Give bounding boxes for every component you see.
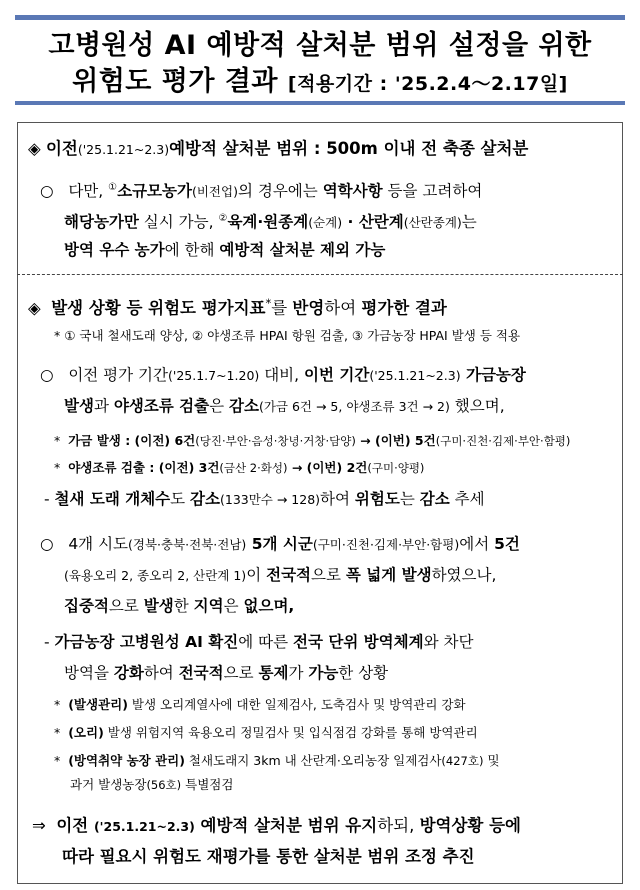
conclusion-line1: ⇒ 이전 ('25.1.21~2.3) 예방적 살처분 범위 유지하되, 방역상황 등에 bbox=[32, 816, 521, 835]
section1-heading: ◈ 이전('25.1.21~2.3)예방적 살처분 범위 : 500m 이내 전 축종 살처분 bbox=[28, 139, 529, 158]
dash-item-quarantine-line1: - 가금농장 고병원성 AI 확진에 따른 전국 단위 방역체계와 차단 bbox=[44, 633, 474, 651]
circle-bullet-icon: ○ bbox=[40, 366, 54, 384]
section2-item2-line2: (육용오리 2, 종오리 2, 산란계 1)이 전국적으로 폭 넓게 발생하였으나, bbox=[64, 566, 497, 584]
dash-item-migratory: - 철새 도래 개체수도 감소(133만수 → 128)하여 위험도는 감소 추세 bbox=[44, 490, 485, 508]
section1-item1-line2: 해당농가만 실시 가능, ②육계·원종계(순계) · 산란계(산란종계)는 bbox=[64, 213, 477, 232]
title-bottom-bar bbox=[15, 101, 625, 105]
title-line-1: 고병원성 AI 예방적 살처분 범위 설정을 위한 bbox=[48, 30, 592, 61]
page-title bbox=[15, 28, 625, 102]
section2-heading: ◈ 발생 상황 등 위험도 평가지표*를 반영하여 평가한 결과 bbox=[28, 296, 447, 318]
title-top-bar bbox=[15, 15, 625, 20]
section2-footnote: * ① 국내 철새도래 양상, ② 야생조류 HPAI 항원 검출, ③ 가금농장 HPAI 발생 등 적용 bbox=[54, 328, 521, 343]
section2-item2-line3: 집중적으로 발생한 지역은 없으며, bbox=[64, 597, 295, 615]
diamond-bullet-icon: ◈ bbox=[28, 298, 41, 318]
diamond-bullet-icon: ◈ bbox=[28, 139, 41, 158]
measure-duck: * (오리) 발생 위험지역 육용오리 정밀검사 및 입식점검 강화를 통해 방역관리 bbox=[54, 725, 478, 740]
number-one-icon: ① bbox=[108, 182, 118, 193]
section2-item1-line1: ○ 이전 평가 기간('25.1.7~1.20) 대비, 이번 기간('25.1.21~2.3) 가금농장 bbox=[40, 366, 526, 384]
section2-item1-line2: 발생과 야생조류 검출은 감소(가금 6건 → 5, 야생조류 3건 → 2) 했으며, bbox=[64, 397, 505, 415]
measure-outbreak-mgmt: * (발생관리) 발생 오리계열사에 대한 일제검사, 도축검사 및 방역관리 강화 bbox=[54, 697, 466, 712]
title-period: [적용기간 : '25.2.4～2.17일] bbox=[287, 73, 568, 95]
dash-item-quarantine-line2: 방역을 강화하여 전국적으로 통제가 가능한 상황 bbox=[64, 664, 389, 682]
conclusion-line2: 따라 필요시 위험도 재평가를 통한 살처분 범위 조정 추진 bbox=[62, 847, 475, 866]
section1-item1-line1: ○ 다만, ①소규모농가(비전업)의 경우에는 역학사항 등을 고려하여 bbox=[40, 182, 483, 201]
section2-item2-line1: ○ 4개 시도(경북·충북·전북·전남) 5개 시군(구미·진천·김제·부안·함평)에서 5건 bbox=[40, 535, 520, 553]
section1-item1-line3: 방역 우수 농가에 한해 예방적 살처분 제외 가능 bbox=[64, 241, 386, 259]
detail-wild-birds: * 야생조류 검출 : (이전) 3건(금산 2·화성) → (이번) 2건(구미·양평) bbox=[54, 460, 425, 475]
measure-vulnerable-farms-line1: * (방역취약 농장 관리) 철새도래지 3km 내 산란계·오리농장 일제검사(427호) 및 bbox=[54, 753, 500, 768]
measure-vulnerable-farms-line2: 과거 발생농장(56호) 특별점검 bbox=[70, 777, 234, 792]
section-divider bbox=[17, 274, 623, 275]
circle-bullet-icon: ○ bbox=[40, 535, 54, 553]
double-arrow-icon: ⇒ bbox=[32, 816, 46, 835]
number-two-icon: ② bbox=[218, 213, 228, 224]
title-main: 위험도 평가 결과 bbox=[72, 66, 278, 97]
circle-bullet-icon: ○ bbox=[40, 182, 54, 201]
detail-poultry: * 가금 발생 : (이전) 6건(당진·부안·음성·창녕·거창·담양) → (이번) 5건(구미·진천·김제·부안·함평) bbox=[54, 433, 571, 448]
title-line-2 bbox=[15, 64, 625, 102]
